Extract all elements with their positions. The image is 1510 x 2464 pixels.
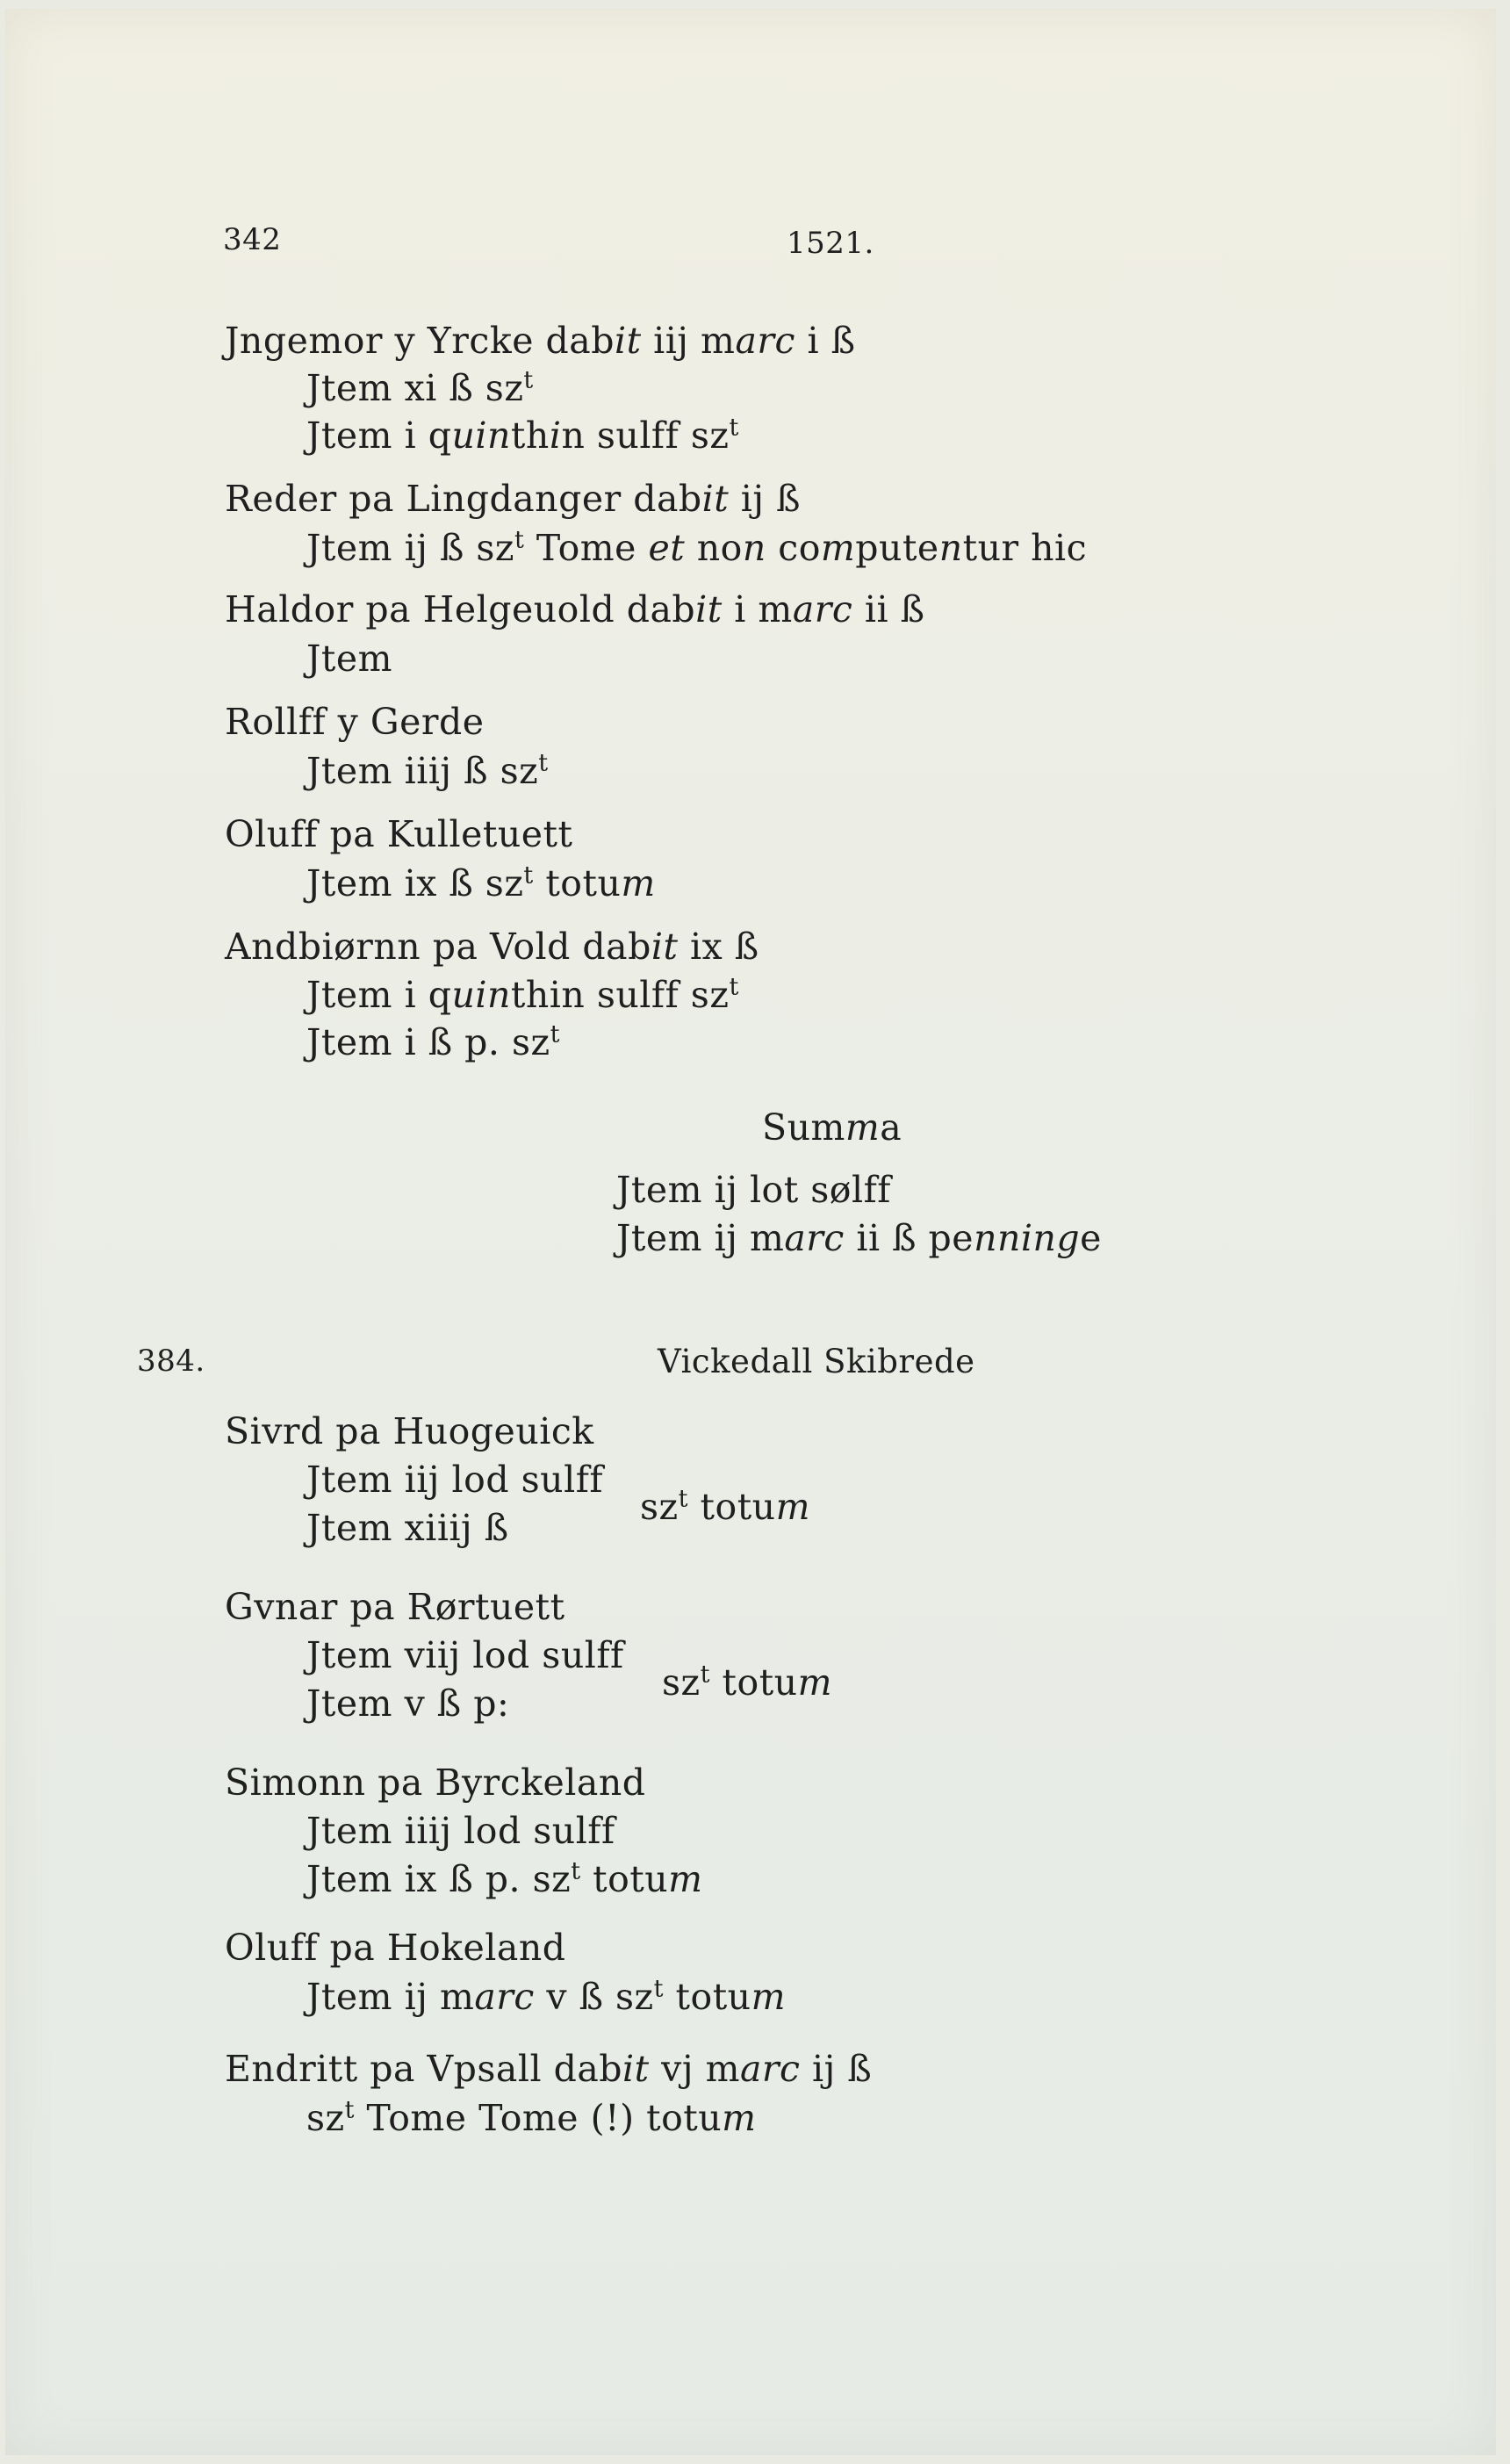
entry-total: $sz^t$ totum — [640, 1485, 810, 1528]
entry-item-line: Jtem i quinthin sulff $sz^t$ — [306, 973, 739, 1016]
entry-item-line: Jtem v ß p: — [306, 1682, 510, 1725]
entry-name-line: Haldor pa Helgeuold dabit i marc ii ß — [225, 588, 925, 630]
entry-name-line: Sivrd pa Huogeuick — [225, 1410, 594, 1452]
entry-item-line: Jtem i ß p. $sz^t$ — [306, 1020, 560, 1063]
entry-item-line: Jtem ij ß $sz^t$ Tome et non computentur hic — [306, 526, 1088, 569]
summa-heading: Summa — [762, 1106, 902, 1149]
entry-item-line: Jtem iij lod sulff — [306, 1459, 604, 1501]
entry-item-line: Jtem xiiij ß — [306, 1507, 509, 1549]
entry-item-line: Jtem ix ß p. $sz^t$ totum — [306, 1857, 703, 1900]
entry-name-line: Rollff y Gerde — [225, 701, 485, 743]
entry-item-line: Jtem iiij ß $sz^t$ — [306, 749, 549, 792]
entry-item-line: $sz^t$ Tome Tome (!) totum — [306, 2096, 757, 2139]
section-title: Vickedall Skibrede — [658, 1343, 975, 1380]
entry-name-line: Oluff pa Hokeland — [225, 1927, 566, 1969]
entry-item-line: Jtem — [306, 638, 393, 680]
entry-total: $sz^t$ totum — [662, 1661, 832, 1704]
entry-item-line: Jtem ij marc v ß $sz^t$ totum — [306, 1975, 786, 2018]
entry-name-line: Andbiørnn pa Vold dabit ix ß — [225, 926, 759, 968]
entry-item-line: Jtem i quinthin sulff $sz^t$ — [306, 414, 739, 457]
section-number: 384. — [137, 1344, 205, 1379]
entry-item-line: Jtem ix ß $sz^t$ totum — [306, 861, 656, 904]
entry-name-line: Reder pa Lingdanger dabit ij ß — [225, 478, 802, 520]
page-year: 1521. — [787, 226, 874, 261]
entry-name-line: Jngemor y Yrcke dabit iij marc i ß — [225, 320, 856, 362]
entry-name-line: Endritt pa Vpsall dabit vj marc ij ß — [225, 2048, 873, 2090]
entry-name-line: Oluff pa Kulletuett — [225, 813, 573, 855]
document-page — [5, 9, 1496, 2455]
summa-line: Jtem ij marc ii ß penninge — [616, 1217, 1102, 1259]
page-number: 342 — [223, 222, 282, 257]
entry-item-line: Jtem xi ß $sz^t$ — [306, 366, 534, 409]
entry-item-line: Jtem viij lod sulff — [306, 1634, 624, 1676]
entry-name-line: Gvnar pa Rørtuett — [225, 1586, 565, 1628]
entry-name-line: Simonn pa Byrckeland — [225, 1762, 646, 1804]
entry-item-line: Jtem iiij lod sulff — [306, 1810, 615, 1852]
summa-line: Jtem ij lot sølff — [616, 1169, 891, 1211]
